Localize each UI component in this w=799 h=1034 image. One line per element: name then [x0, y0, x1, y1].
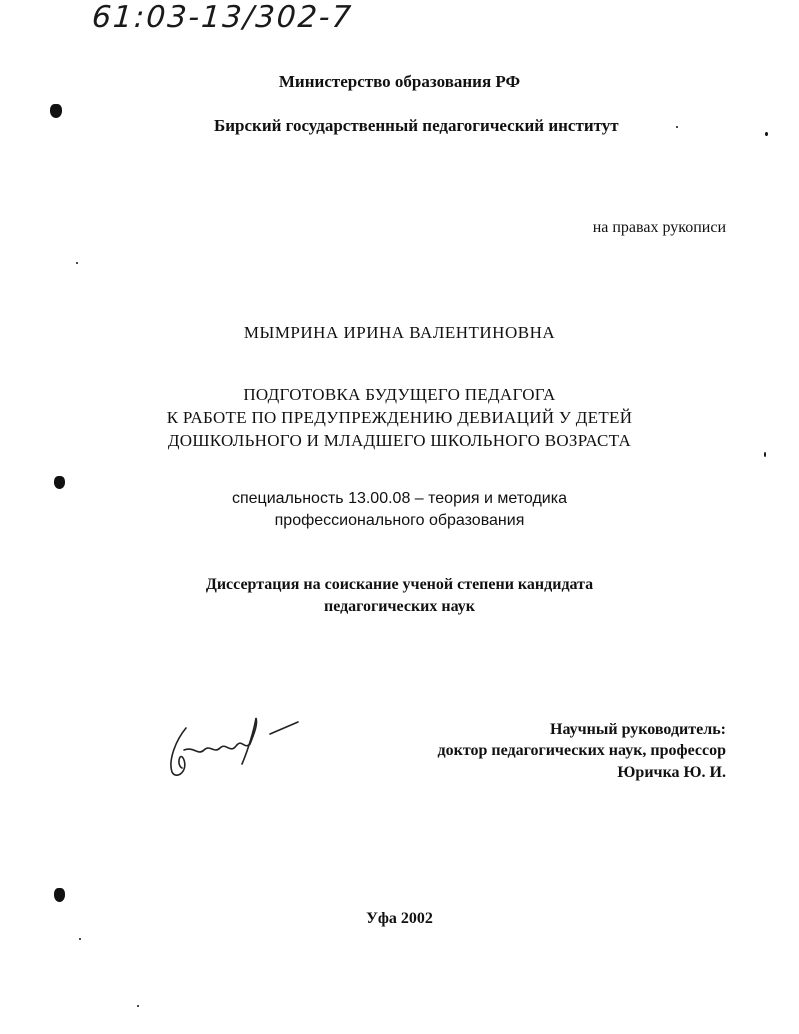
catalog-number: 61:03-13/302-7 [90, 0, 354, 35]
specialty-line-2: профессионального образования [274, 512, 525, 529]
manuscript-note: на правах рукописи [592, 219, 726, 236]
supervisor-name: Юричка Ю. И. [617, 764, 726, 781]
thesis-title-line-2: К РАБОТЕ ПО ПРЕДУПРЕЖДЕНИЮ ДЕВИАЦИЙ У ДЕТЕЙ [166, 408, 633, 427]
author-name: МЫМРИНА ИРИНА ВАЛЕНТИНОВНА [243, 323, 556, 342]
scan-speck [137, 1005, 139, 1007]
dissertation-line-1: Диссертация на соискание ученой степени кандидата [205, 576, 594, 593]
scan-speck [764, 452, 766, 457]
scan-speck [76, 262, 78, 264]
scan-speck [765, 132, 768, 136]
supervisor-degree: доктор педагогических наук, профессор [437, 742, 726, 759]
specialty-line-1: специальность 13.00.08 – теория и методика [231, 490, 567, 507]
scan-speck [79, 938, 81, 940]
binding-hole-1 [50, 104, 62, 118]
ministry-heading: Министерство образования РФ [278, 72, 521, 91]
thesis-title-line-3: ДОШКОЛЬНОГО И МЛАДШЕГО ШКОЛЬНОГО ВОЗРАСТА [167, 431, 632, 450]
supervisor-label: Научный руководитель: [550, 721, 726, 738]
thesis-title-line-1: ПОДГОТОВКА БУДУЩЕГО ПЕДАГОГА [243, 385, 556, 404]
dissertation-line-2: педагогических наук [323, 598, 476, 615]
institute-heading: Бирский государственный педагогический институт [214, 116, 619, 135]
city-year: Уфа 2002 [366, 910, 433, 927]
binding-hole-2 [54, 476, 65, 489]
scan-speck [676, 126, 678, 128]
binding-hole-3 [54, 888, 65, 902]
signature-icon [158, 710, 308, 790]
